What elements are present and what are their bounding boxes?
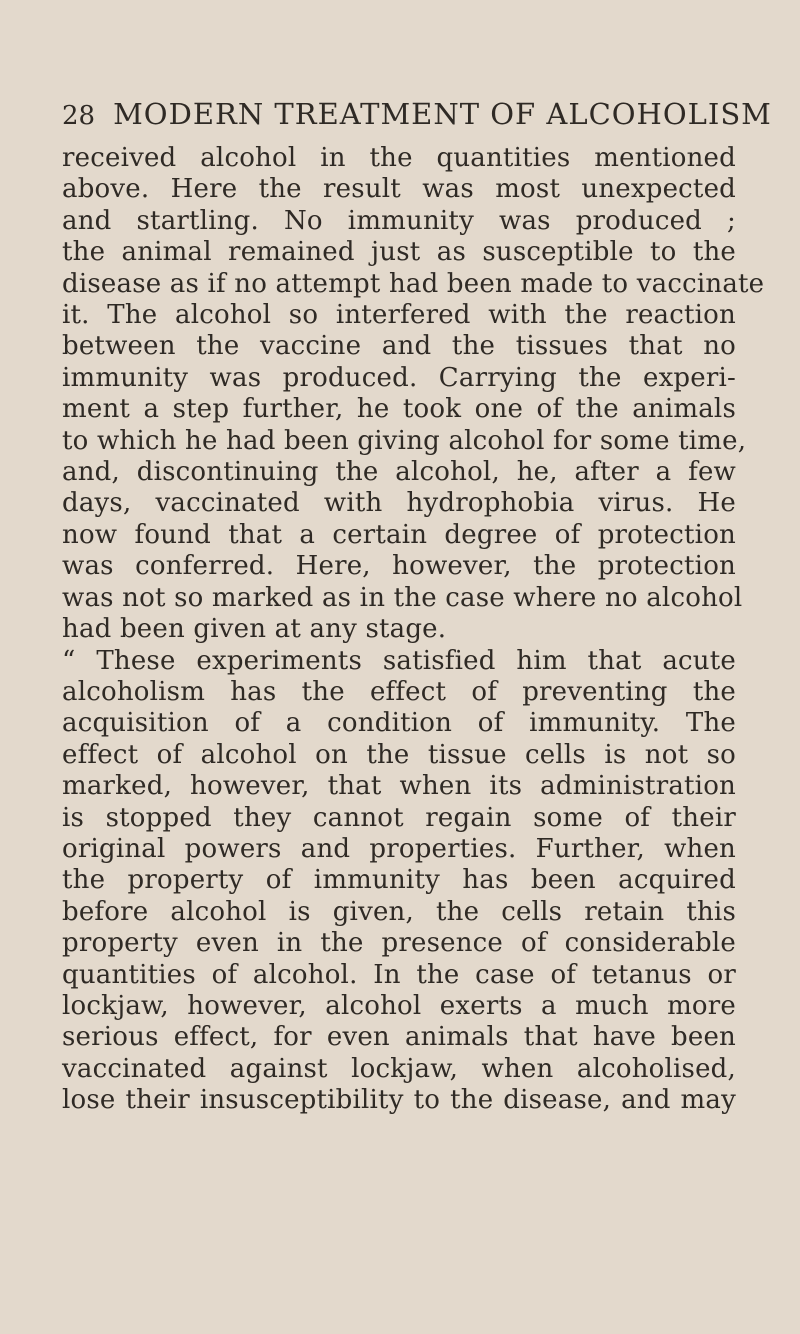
text-line: received alcohol in the quantities mentioned <box>62 143 736 173</box>
text-line: immunity was produced. Carrying the experi- <box>62 362 736 393</box>
running-title: MODERN TREATMENT OF ALCOHOLISM <box>113 97 772 131</box>
text-line: days, vaccinated with hydrophobia virus. He <box>62 488 736 519</box>
text-line: ment a step further, he took one of the animals <box>62 394 736 425</box>
text-line: to which he had been giving alcohol for some time, <box>62 425 747 456</box>
text-line: disease as if no attempt had been made to vaccinate <box>62 268 765 299</box>
text-line: now found that a certain degree of protection <box>62 519 736 550</box>
text-line: vaccinated against lockjaw, when alcoholised, <box>62 1053 736 1084</box>
text-line: and startling. No immunity was produced ; <box>62 205 736 236</box>
text-line: quantities of alcohol. In the case of tetanus or <box>62 959 736 990</box>
text-line: alcoholism has the effect of preventing the <box>62 676 736 707</box>
text-line: original powers and properties. Further, when <box>62 833 736 864</box>
body-text <box>62 143 765 1117</box>
text-line: was conferred. Here, however, the protection <box>62 551 736 582</box>
text-line: marked, however, that when its administration <box>62 771 736 802</box>
paragraph <box>62 143 765 646</box>
running-head <box>62 97 772 131</box>
text-line: serious effect, for even animals that have been <box>62 1022 736 1053</box>
text-line: is stopped they cannot regain some of their <box>62 802 736 833</box>
text-line: effect of alcohol on the tissue cells is not so <box>62 739 736 770</box>
text-line: before alcohol is given, the cells retain this <box>62 896 736 927</box>
page-number: 28 <box>62 101 96 131</box>
text-line: and, discontinuing the alcohol, he, after a few <box>62 457 736 488</box>
text-line: was not so marked as in the case where no alcohol <box>62 582 743 613</box>
text-line: the property of immunity has been acquired <box>62 865 736 896</box>
text-line: it. The alcohol so interfered with the reaction <box>62 300 736 331</box>
text-line: above. Here the result was most unexpected <box>62 174 736 205</box>
text-line: the animal remained just as susceptible to the <box>62 237 736 268</box>
text-line: lose their insusceptibility to the disease, and may <box>62 1085 736 1116</box>
text-line: “ These experiments satisfied him that acute <box>62 645 736 676</box>
paragraph <box>62 646 736 1117</box>
text-line: had been given at any stage. <box>62 614 447 645</box>
text-line: acquisition of a condition of immunity. The <box>62 708 736 739</box>
text-line: property even in the presence of considerable <box>62 928 736 959</box>
text-line: between the vaccine and the tissues that no <box>62 331 736 362</box>
text-line: lockjaw, however, alcohol exerts a much more <box>62 990 736 1021</box>
